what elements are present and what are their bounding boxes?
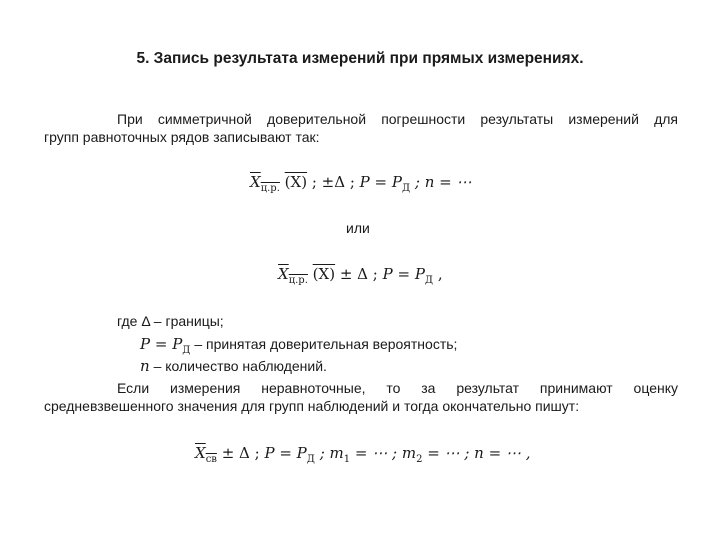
- slide-title: 5. Запись результата измерений при прямых измерениях.: [136, 50, 584, 67]
- formula1-p-sub: Д: [401, 183, 411, 194]
- where-line: где Δ – границы;: [117, 313, 224, 329]
- formula1-n: ; n = ⋯: [414, 173, 472, 191]
- formula3-m2: $m_2$ = ⋯ ;: [401, 444, 470, 465]
- where-p-expr: $P = P_Д$: [140, 335, 191, 356]
- where-n-desc: – количество наблюдений.: [153, 358, 327, 374]
- formula2-tail: ,: [437, 265, 443, 283]
- formula1-p: P = P: [359, 173, 402, 191]
- where-n-line: [140, 357, 327, 375]
- formula3-n: n = ⋯ ,: [474, 444, 531, 462]
- formula-symmetric-2: [278, 265, 443, 286]
- formula2-pm-delta: ± Δ ;: [339, 265, 378, 283]
- where-p-line: [140, 335, 457, 356]
- formula2-mean: (X): [312, 265, 336, 283]
- intro-line-1: При симметричной доверительной погрешности результаты измерений для: [117, 111, 678, 127]
- unequal-line-1: Если измерения неравноточные, то за результат принимают оценку: [117, 380, 678, 396]
- intro-line-2: групп равноточных рядов записывают так:: [44, 128, 320, 145]
- formula1-x-bar: $X_{ц.р.}$: [250, 173, 280, 194]
- formula3-m1: ; $m_1$ = ⋯ ;: [319, 444, 398, 465]
- where-n-sym: n: [140, 357, 150, 375]
- formula3-p: P = P: [264, 444, 307, 462]
- formula-weighted: [195, 444, 530, 465]
- formula2-p: P = P: [382, 265, 425, 283]
- formula2-x-bar: $X_{ц.р.}$: [278, 265, 308, 286]
- unequal-paragraph: [44, 380, 678, 415]
- formula3-x-bar: $X_{св}$: [195, 444, 217, 465]
- intro-paragraph: [44, 111, 678, 146]
- where-p-desc: – принятая доверительная вероятность;: [194, 336, 458, 352]
- formula3-p-sub: Д: [306, 454, 315, 465]
- formula3-pm-delta: ± Δ ;: [221, 444, 260, 462]
- unequal-line-2: средневзвешенного значения для групп наблюдений и тогда окончательно пишут:: [44, 397, 580, 414]
- or-text: или: [346, 220, 370, 236]
- formula2-p-sub: Д: [424, 275, 434, 286]
- formula1-mean: (X): [284, 173, 308, 191]
- formula1-pm-delta: ; ±Δ ;: [311, 173, 355, 191]
- formula-symmetric-1: [250, 173, 471, 194]
